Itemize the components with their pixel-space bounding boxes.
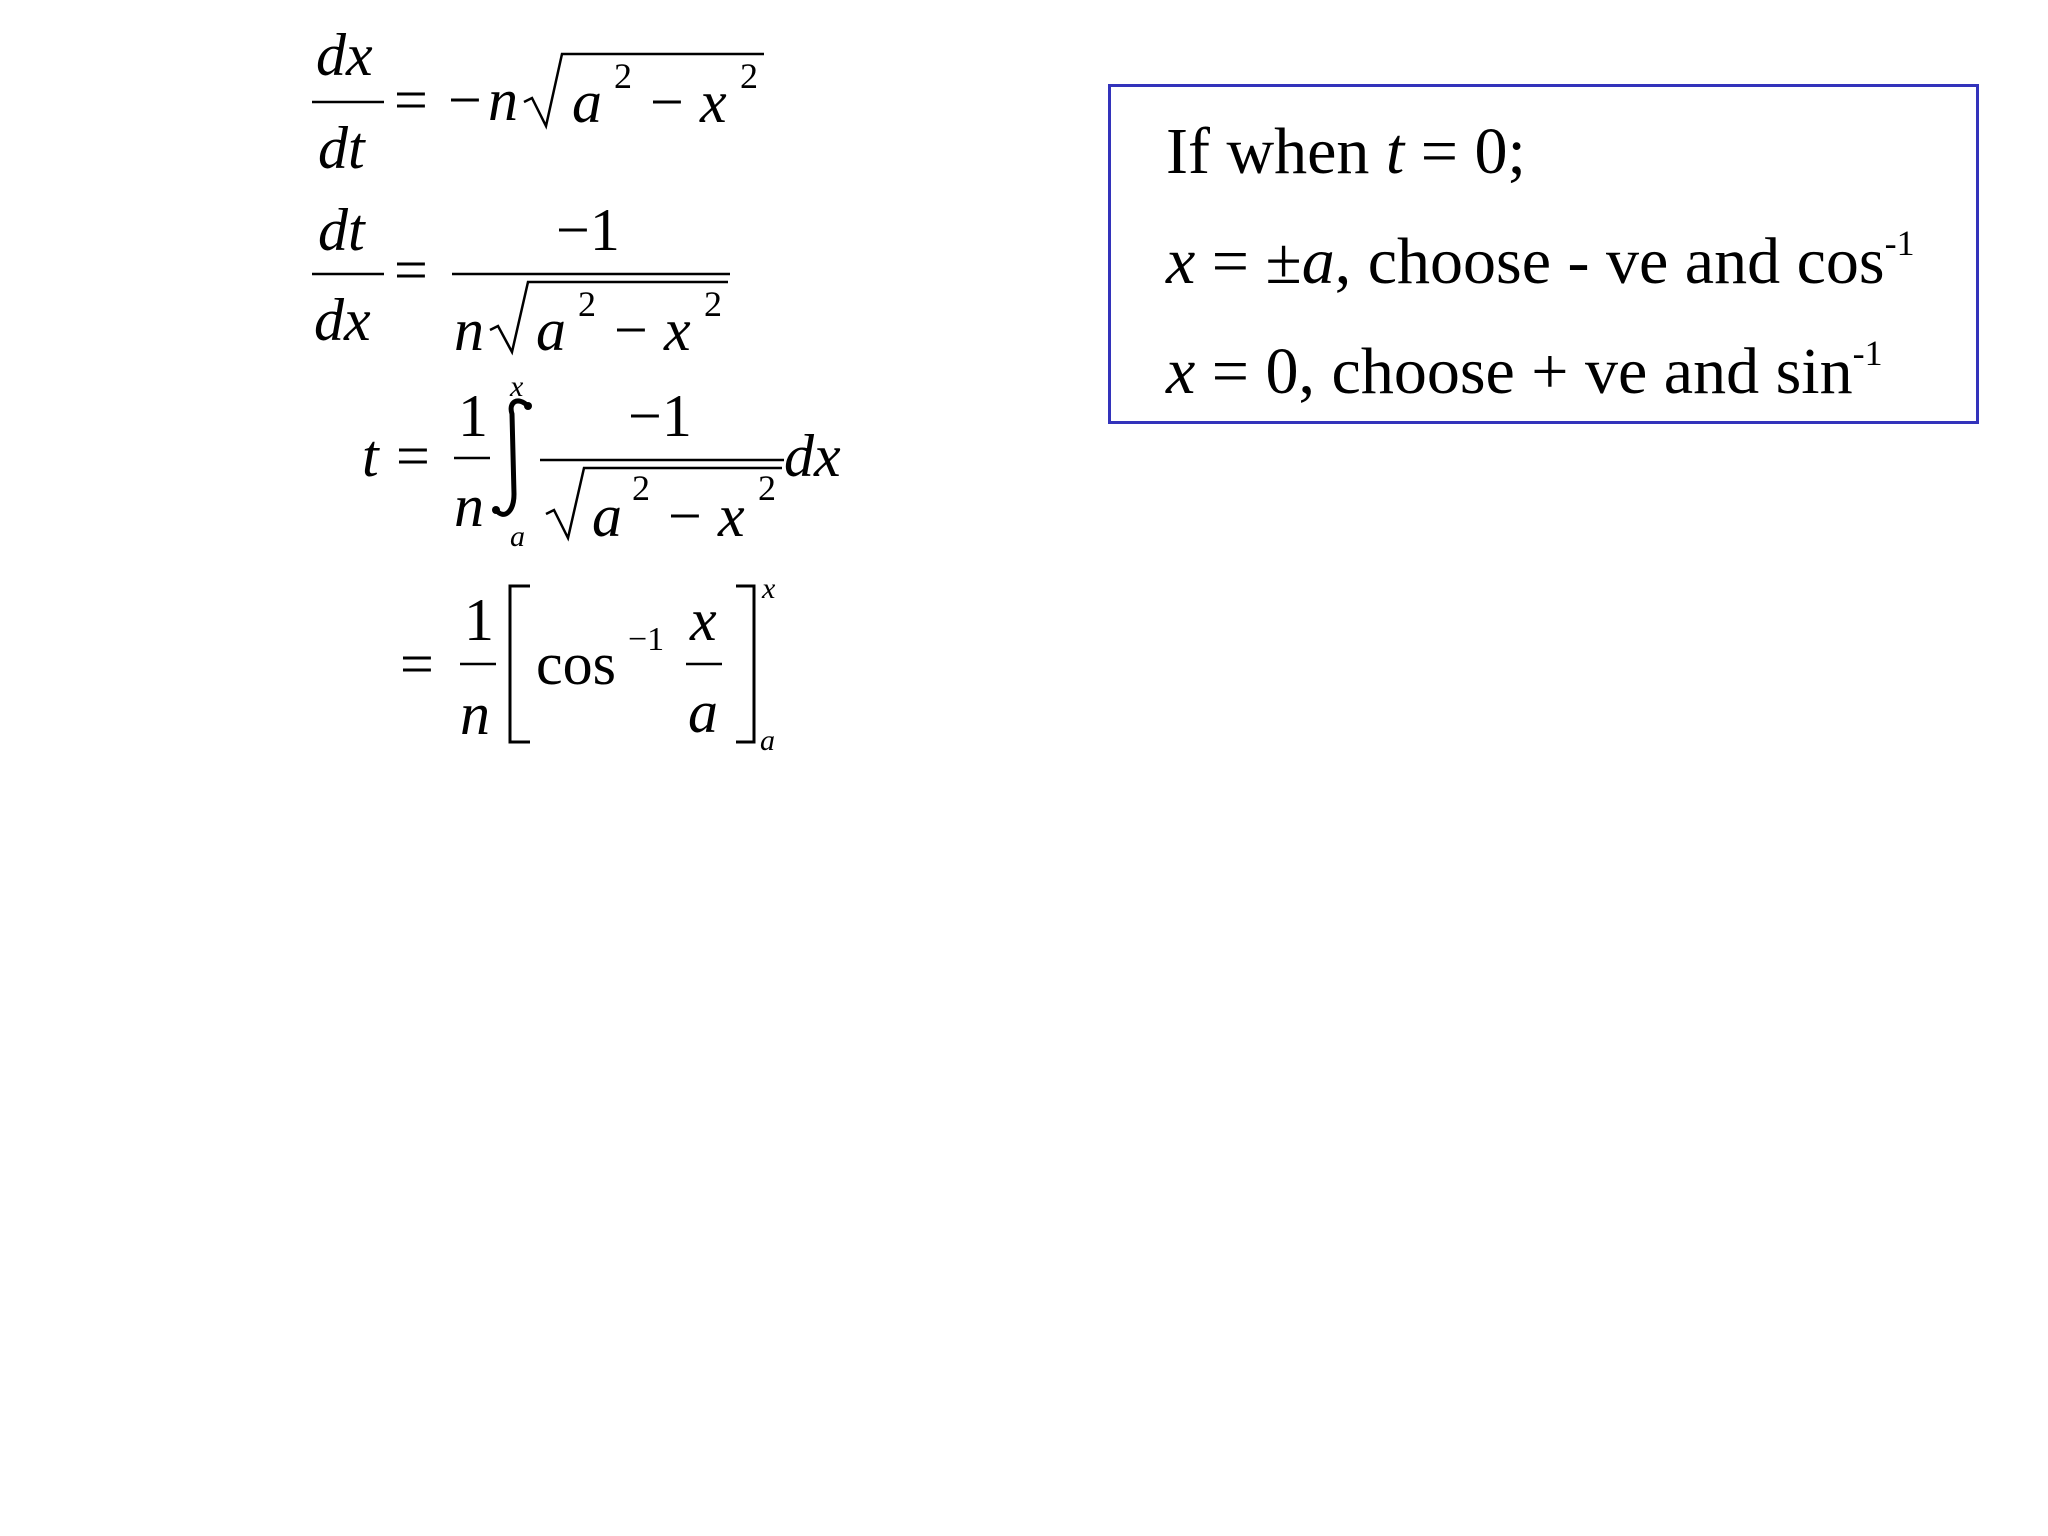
eq4-upper-limit: x <box>762 572 776 605</box>
eq4-equals: = <box>400 631 434 697</box>
eq1-a-exponent: 2 <box>614 56 632 96</box>
note-line-1-rest: = 0; <box>1404 115 1526 188</box>
note-line-1-variable: t <box>1385 115 1405 188</box>
equation-2 <box>312 197 730 363</box>
note-line-3-superscript: -1 <box>1852 333 1883 373</box>
eq2-minus-op: − <box>614 297 648 363</box>
eq3-n: n <box>454 473 484 539</box>
note-line-2-superscript: -1 <box>1884 223 1915 263</box>
eq3-integral-upper: x <box>510 370 524 403</box>
eq3-one: 1 <box>458 383 488 449</box>
eq2-a: a <box>536 297 566 363</box>
note-line-1-prefix: If when <box>1166 115 1386 188</box>
eq2-lhs-denominator: dx <box>314 287 371 353</box>
equation-3 <box>362 370 841 553</box>
eq3-a: a <box>592 483 622 549</box>
eq3-radical-sign <box>546 468 782 538</box>
eq3-equals: = <box>396 423 430 489</box>
derivation-block <box>0 0 1000 800</box>
eq4-left-bracket <box>510 586 530 742</box>
eq1-a: a <box>572 69 602 135</box>
eq2-a-exponent: 2 <box>578 284 596 324</box>
condition-note-box <box>1108 84 1979 424</box>
eq4-one: 1 <box>464 587 494 653</box>
eq3-integral-sign <box>496 401 528 514</box>
eq4-lower-limit: a <box>760 724 775 757</box>
eq2-radical-sign <box>490 282 728 352</box>
eq1-radical-sign <box>524 54 764 126</box>
eq1-minus-op: − <box>650 69 684 135</box>
equation-4 <box>400 572 776 757</box>
eq2-numerator: −1 <box>556 197 620 263</box>
note-line-3 <box>1166 333 1883 408</box>
eq3-numerator: −1 <box>628 383 692 449</box>
eq2-equals: = <box>394 237 428 303</box>
eq4-right-bracket <box>736 586 754 742</box>
eq3-dx: dx <box>784 423 841 489</box>
note-line-2-rest: , choose - ve and cos <box>1334 225 1885 298</box>
eq3-x-exponent: 2 <box>758 468 776 508</box>
note-line-3-rest: = 0, choose + ve and sin <box>1195 335 1853 408</box>
eq2-x-exponent: 2 <box>704 284 722 324</box>
eq1-x: x <box>700 69 727 135</box>
note-line-3-variable: x <box>1166 335 1196 408</box>
eq3-integral-lower: a <box>510 520 525 553</box>
eq1-coefficient: n <box>488 67 518 133</box>
eq1-x-exponent: 2 <box>740 56 758 96</box>
eq3-a-exponent: 2 <box>632 468 650 508</box>
derivation-equations <box>0 0 1000 800</box>
eq2-lhs-numerator: dt <box>318 197 365 263</box>
eq1-minus: − <box>448 67 482 133</box>
eq3-integral-top-dot <box>524 402 532 410</box>
eq2-x: x <box>664 297 691 363</box>
eq4-n: n <box>460 681 490 747</box>
eq4-cos: cos <box>536 631 616 697</box>
note-line-1 <box>1166 115 1526 188</box>
eq1-lhs-numerator: dx <box>316 22 373 88</box>
note-line-2-variable: x <box>1166 225 1196 298</box>
eq3-minus-op: − <box>668 483 702 549</box>
eq3-x: x <box>718 483 745 549</box>
note-line-2-equals: = ± <box>1195 225 1302 298</box>
eq4-frac-den: a <box>688 679 718 745</box>
eq1-lhs-denominator: dt <box>318 115 365 181</box>
equation-1 <box>312 22 764 181</box>
eq3-lhs-t: t <box>362 423 379 489</box>
note-line-2-a: a <box>1301 225 1335 298</box>
eq1-equals: = <box>394 67 428 133</box>
eq4-inverse: −1 <box>628 621 665 658</box>
eq4-frac-num: x <box>690 587 717 653</box>
eq3-integral-bottom-dot <box>492 506 500 514</box>
eq2-coefficient: n <box>454 297 484 363</box>
note-line-2 <box>1166 223 1915 298</box>
